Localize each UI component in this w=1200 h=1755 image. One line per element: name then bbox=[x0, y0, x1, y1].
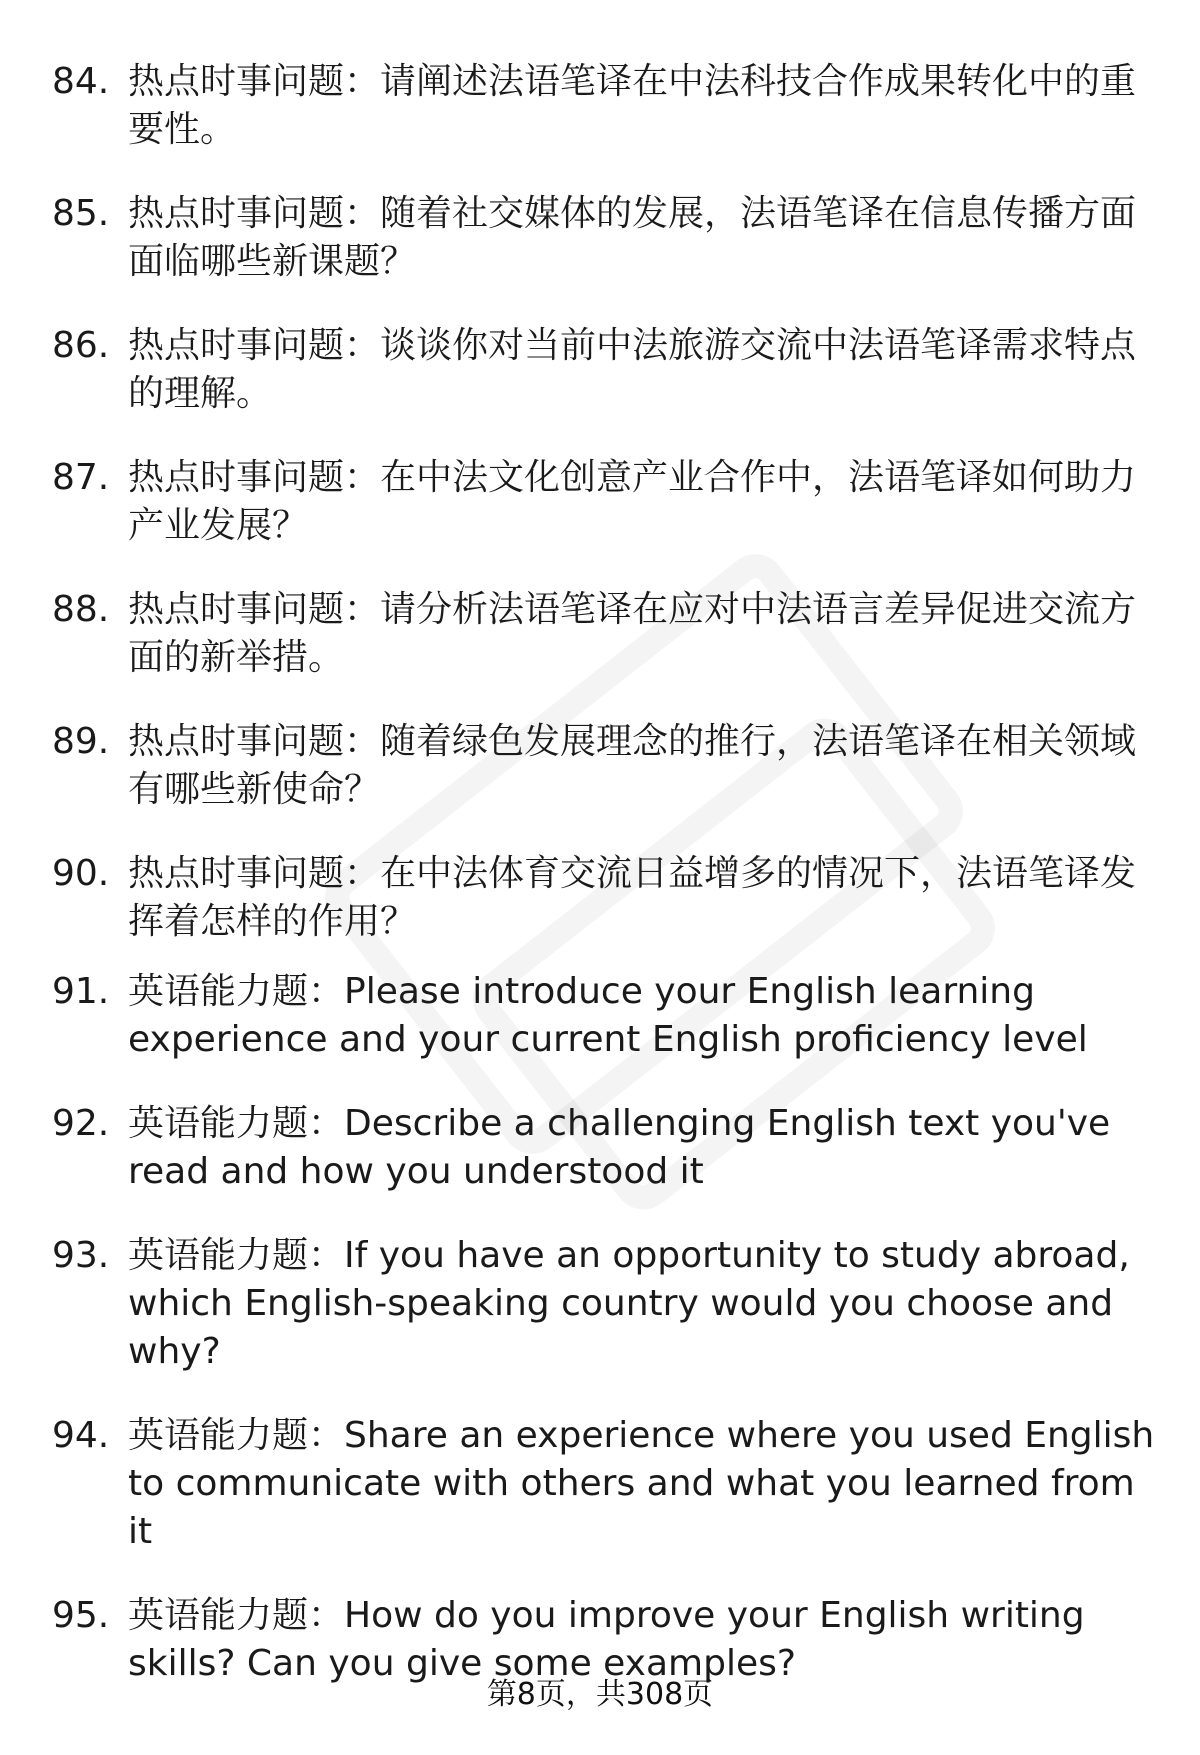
question-text: 热点时事问题：请阐述法语笔译在中法科技合作成果转化中的重要性。 bbox=[128, 61, 1137, 150]
question-number: 87. bbox=[52, 457, 110, 498]
question-text: 英语能力题：How do you improve your English writing skills? Can you give some examples? bbox=[128, 1595, 1085, 1684]
question-item bbox=[0, 1100, 1200, 1196]
question-text: 热点时事问题：请分析法语笔译在应对中法语言差异促进交流方面的新举措。 bbox=[128, 589, 1137, 678]
question-item bbox=[0, 850, 1200, 946]
question-text: 热点时事问题：谈谈你对当前中法旅游交流中法语笔译需求特点的理解。 bbox=[128, 325, 1137, 414]
question-text: 英语能力题：Describe a challenging English text you've read and how you understood it bbox=[128, 1103, 1111, 1192]
question-number: 92. bbox=[52, 1103, 110, 1144]
question-item bbox=[0, 586, 1200, 682]
page-footer: 第8页，共308页 bbox=[486, 1677, 714, 1712]
question-item bbox=[0, 454, 1200, 550]
question-list bbox=[0, 58, 1200, 1724]
question-number: 85. bbox=[52, 193, 110, 234]
question-number: 89. bbox=[52, 721, 110, 762]
question-text: 热点时事问题：在中法体育交流日益增多的情况下，法语笔译发挥着怎样的作用？ bbox=[128, 853, 1137, 942]
question-item bbox=[0, 968, 1200, 1064]
question-number: 84. bbox=[52, 61, 110, 102]
question-text: 热点时事问题：随着绿色发展理念的推行，法语笔译在相关领域有哪些新使命？ bbox=[128, 721, 1137, 810]
question-number: 95. bbox=[52, 1595, 110, 1636]
question-text: 英语能力题：If you have an opportunity to study abroad, which English-speaking country would you choose and why? bbox=[128, 1235, 1130, 1372]
question-number: 91. bbox=[52, 971, 110, 1012]
question-item bbox=[0, 322, 1200, 418]
question-item bbox=[0, 190, 1200, 286]
question-number: 90. bbox=[52, 853, 110, 894]
question-number: 93. bbox=[52, 1235, 110, 1276]
question-number: 94. bbox=[52, 1415, 110, 1456]
question-text: 热点时事问题：随着社交媒体的发展，法语笔译在信息传播方面面临哪些新课题？ bbox=[128, 193, 1137, 282]
question-text: 热点时事问题：在中法文化创意产业合作中，法语笔译如何助力产业发展？ bbox=[128, 457, 1137, 546]
question-item bbox=[0, 1412, 1200, 1556]
question-item bbox=[0, 58, 1200, 154]
question-item bbox=[0, 1232, 1200, 1376]
question-number: 88. bbox=[52, 589, 110, 630]
question-item bbox=[0, 718, 1200, 814]
question-item bbox=[0, 1592, 1200, 1688]
question-number: 86. bbox=[52, 325, 110, 366]
question-text: 英语能力题：Share an experience where you used English to communicate with others and what you learned from it bbox=[128, 1415, 1155, 1552]
question-text: 英语能力题：Please introduce your English learning experience and your current English proficiency level bbox=[128, 971, 1088, 1060]
